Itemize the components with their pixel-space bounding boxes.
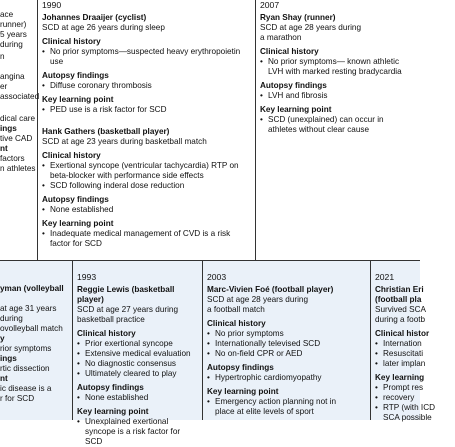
entry-2003 — [207, 272, 357, 417]
clinical-item: • Internation — [375, 339, 455, 349]
heading-clinical: Clinical history — [77, 329, 136, 338]
event-text: a football match — [207, 305, 265, 314]
left-fragment-bottom: yman (volleyball at age 31 years during ovolleyball match y rior symptoms ings rtic dissection nt ic disease is a r for SCD — [0, 284, 64, 403]
left-fragment-top: ace runner) 5 years during n angina er associated dical care ings tive CAD nt factors n athletes — [0, 10, 40, 173]
clinical-item: • SCD following inderal dose reduction — [42, 181, 242, 191]
heading-key: Key learning point — [207, 387, 279, 396]
heading-autopsy: Autopsy findings — [42, 195, 109, 204]
heading-key: Key learning point — [260, 105, 332, 114]
entry-1990 — [42, 0, 242, 249]
autopsy-item: • LVH and fibrosis — [260, 91, 410, 101]
connector-2021-bottom — [370, 260, 371, 420]
heading-autopsy: Autopsy findings — [260, 81, 327, 90]
entry-1993 — [77, 272, 199, 447]
connector-2007-top — [255, 0, 256, 260]
event-text: during a footb — [375, 315, 426, 324]
key-item: • SCD (unexplained) can occur in athletes without clear cause — [260, 115, 410, 135]
athlete-name: Johannes Draaijer (cyclist) — [42, 13, 147, 22]
heading-clinical: Clinical histor — [375, 329, 430, 338]
event-text: a marathon — [260, 33, 302, 42]
heading-key: Key learning point — [42, 219, 114, 228]
heading-key: Key learning — [375, 373, 425, 382]
autopsy-item: • None established — [42, 205, 242, 215]
key-item: • Unexplained exertional syncope is a risk factor for SCD — [77, 417, 199, 447]
clinical-item: • Resuscitati — [375, 349, 455, 359]
athlete-name: Marc-Vivien Foé (football player) — [207, 285, 334, 294]
key-item: • RTP (with ICD — [375, 403, 455, 413]
athlete-name: Hank Gathers (basketball player) — [42, 127, 170, 136]
key-item: • Emergency action planning not in place at elite levels of sport — [207, 397, 357, 417]
key-item: • PED use is a risk factor for SCD — [42, 105, 242, 115]
event-text: SCD at age 27 years during — [77, 305, 179, 314]
connector-1990-top — [37, 0, 38, 260]
connector-2003-bottom — [202, 260, 203, 420]
event-text: SCD at age 28 years during — [207, 295, 309, 304]
clinical-item: • Prior exertional syncope — [77, 339, 199, 349]
clinical-item: • No prior symptoms—suspected heavy erythropoietin use — [42, 47, 242, 67]
clinical-item: • Internationally televised SCD — [207, 339, 357, 349]
key-item: • Prompt res — [375, 383, 455, 393]
year-label: 1990 — [42, 0, 62, 10]
clinical-item: • No on-field CPR or AED — [207, 349, 357, 359]
connector-1993-bottom — [72, 260, 73, 420]
heading-clinical: Clinical history — [260, 47, 319, 56]
autopsy-item: • None established — [77, 393, 199, 403]
clinical-item: • Extensive medical evaluation — [77, 349, 199, 359]
key-continuation: SCA possible — [383, 413, 432, 422]
autopsy-item: • Hypertrophic cardiomyopathy — [207, 373, 357, 383]
heading-clinical: Clinical history — [42, 151, 101, 160]
year-label: 2021 — [375, 272, 395, 282]
year-label: 2003 — [207, 272, 227, 282]
athlete-name: Christian Eri — [375, 285, 424, 294]
autopsy-item: • Diffuse coronary thrombosis — [42, 81, 242, 91]
clinical-item: • later implan — [375, 359, 455, 369]
heading-clinical: Clinical history — [207, 319, 266, 328]
heading-key: Key learning point — [42, 95, 114, 104]
clinical-item: • Exertional syncope (ventricular tachycardia) RTP on beta-blocker with performance side effects — [42, 161, 242, 181]
key-item: • recovery — [375, 393, 455, 403]
event-text: Survived SCA — [375, 305, 426, 314]
heading-autopsy: Autopsy findings — [42, 71, 109, 80]
clinical-item: • No diagnostic consensus — [77, 359, 199, 369]
key-item: • Inadequate medical management of CVD is a risk factor for SCD — [42, 229, 242, 249]
entry-2007 — [260, 0, 410, 135]
clinical-item: • No prior symptoms— known athletic LVH with marked resting bradycardia — [260, 57, 410, 77]
event-text: basketball practice — [77, 315, 145, 324]
clinical-item: • No prior symptoms — [207, 329, 357, 339]
entry-2021 — [375, 272, 436, 422]
heading-autopsy: Autopsy findings — [77, 383, 144, 392]
athlete-name: Ryan Shay (runner) — [260, 13, 336, 22]
heading-autopsy: Autopsy findings — [207, 363, 274, 372]
event-text: SCD at age 28 years during — [260, 23, 362, 32]
event-text: SCD at age 23 years during basketball match — [42, 137, 207, 146]
clinical-item: • Ultimately cleared to play — [77, 369, 199, 379]
heading-clinical: Clinical history — [42, 37, 101, 46]
athlete-name: (football pla — [375, 295, 422, 304]
heading-key: Key learning point — [77, 407, 149, 416]
event-text: SCD at age 26 years during sleep — [42, 23, 165, 32]
year-label: 2007 — [260, 0, 280, 10]
year-label: 1993 — [77, 272, 97, 282]
timeline-axis — [0, 260, 420, 261]
athlete-name: Reggie Lewis (basketball player) — [77, 285, 175, 304]
